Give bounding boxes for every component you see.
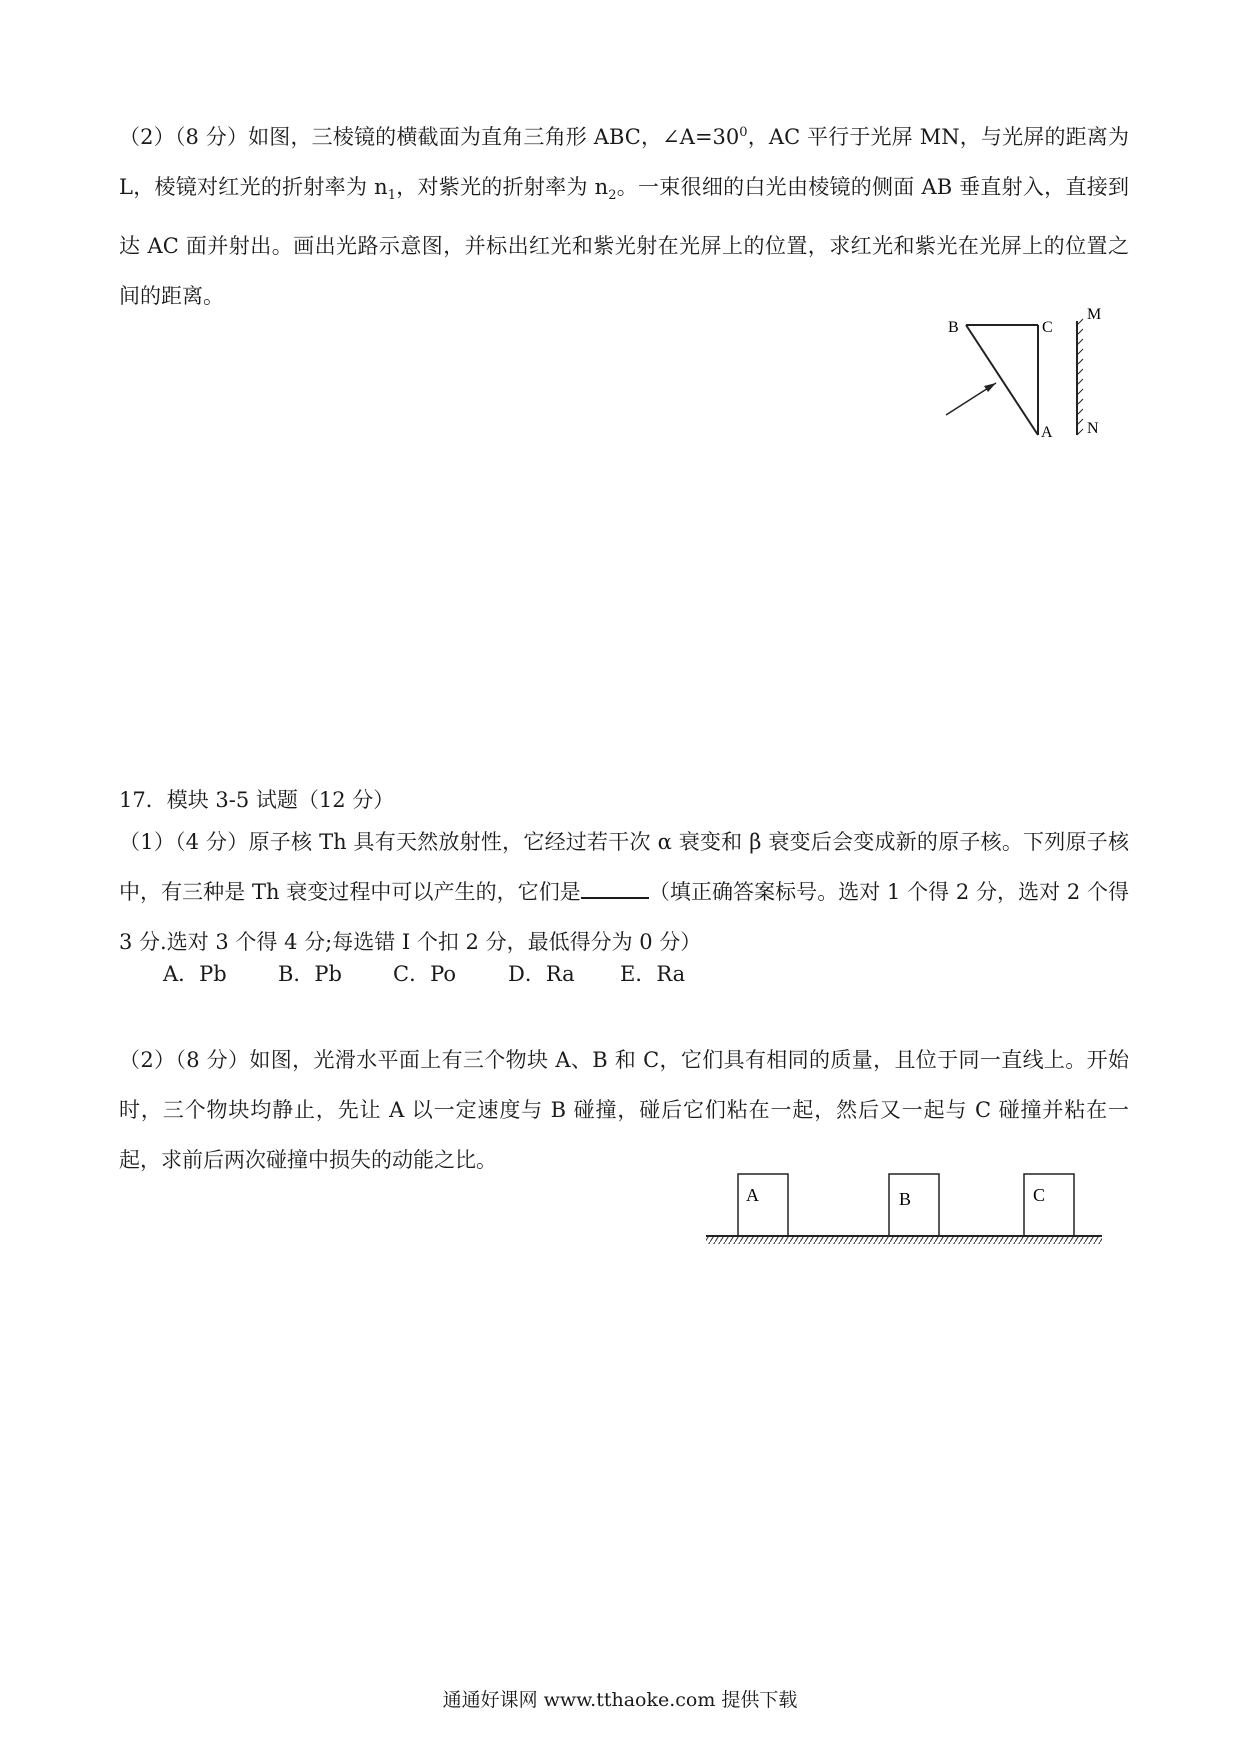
page-footer: 通通好课网 www.tthaoke.com 提供下载 [442,1689,798,1711]
prism-figure [930,295,1130,445]
label-a: A [1041,424,1053,441]
label-b: B [948,319,959,336]
answer-blank [581,879,649,899]
option-c: C．Po [393,962,456,986]
svg-text:A: A [746,1185,759,1205]
svg-text:B: B [899,1189,912,1209]
blocks-figure [700,1170,1110,1250]
block-a [738,1174,788,1236]
ray-arrow-icon [984,383,996,392]
floor-hatch [706,1237,1102,1244]
n2-subscript: 2 [608,188,617,204]
option-b: B．Pb [278,962,343,986]
label-n: N [1087,420,1099,437]
q17-part1-text: （1）（4 分）原子核 Th 具有天然放射性，它经过若干次 α 衰变和 β 衰变后会变成新的原子核。下列原子核中，有三种是 Th 衰变过程中可以产生的，它们是 （填正确答案标号。选对 1 个得 2 分，选对 2 个得 3 分.选对 3 个得 4 分;每选错 I 个扣 2 分，最低得分为 0 分） [119,830,1129,954]
option-d: D．Ra [508,962,575,986]
degree-superscript: 0 [739,125,748,140]
option-a: A．Pb [163,962,227,986]
n1-subscript: 1 [387,188,396,204]
label-c: C [1042,319,1053,336]
q17-part2-text: （2）（8 分）如图，光滑水平面上有三个物块 A、B 和 C，它们具有相同的质量，且位于同一直线上。开始时，三个物块均静止，先让 A 以一定速度与 B 碰撞，碰后它们粘在一起，然后又一起与 C 碰撞并粘在一起，求前后两次碰撞中损失的动能之比。 [119,1048,1129,1172]
block-c [1024,1174,1074,1236]
option-e: E．Ra [620,962,686,986]
svg-text:C: C [1033,1185,1046,1205]
q16-part2-text: （2）（8 分）如图，三棱镜的横截面为直角三角形 ABC，$\angle A=30^0$，AC 平行于光屏 MN，与光屏的距离为 L，棱镜对红光的折射率为 $n_1$，对紫光的折射率为 $n_2$。一束很细的白光由棱镜的侧面 AB 垂直射入，直接到达 AC 面并射出。画出光路示意图，并标出红光和紫光射在光屏上的位置，求红光和紫光在光屏上的位置之间的距离。 [119,125,1129,309]
label-m: M [1087,306,1102,323]
q17-heading: 17．模块 3-5 试题（12 分） [119,788,395,812]
block-b [889,1174,939,1236]
